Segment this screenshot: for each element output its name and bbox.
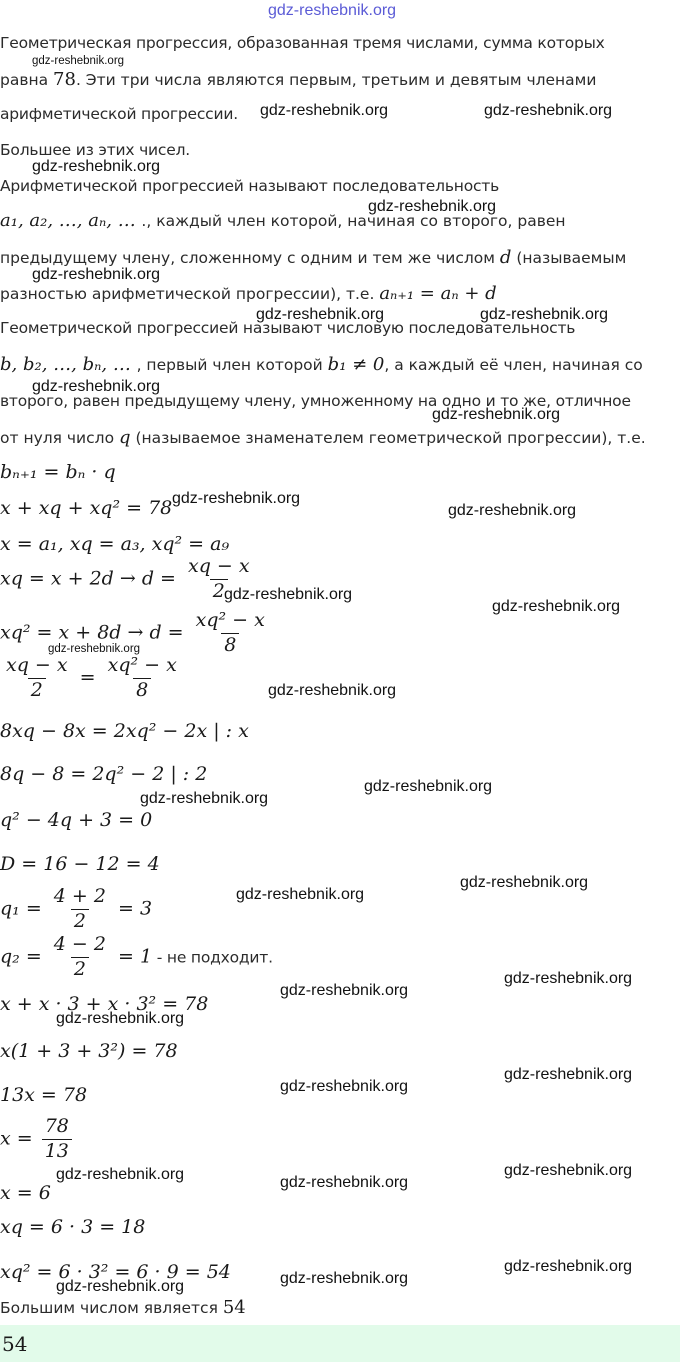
watermark[interactable]: gdz-reshebnik.org xyxy=(368,198,497,215)
watermark[interactable]: gdz-reshebnik.org xyxy=(140,790,269,807)
watermark[interactable]: gdz-reshebnik.org xyxy=(260,102,389,119)
watermark[interactable]: gdz-reshebnik.org xyxy=(504,1162,633,1179)
equation-x-fraction: x = $\frac{78}{13}$ xyxy=(0,1116,75,1163)
geom-definition-intro: Геометрической прогрессией называют числовую последовательность xyxy=(0,319,576,337)
watermark[interactable]: gdz-reshebnik.org xyxy=(256,306,385,323)
watermark[interactable]: gdz-reshebnik.org xyxy=(32,55,125,67)
equation-equal-d: $\frac{xq - x}{2}$ = $\frac{\text{xq² − x}}{8}$ xyxy=(0,655,183,702)
watermark[interactable]: gdz-reshebnik.org xyxy=(504,970,633,987)
fraction: $\frac{xq - x}{2}$ xyxy=(188,555,250,602)
answer-value: 54 xyxy=(2,1332,28,1356)
watermark[interactable]: gdz-reshebnik.org xyxy=(484,102,613,119)
watermark[interactable]: gdz-reshebnik.org xyxy=(48,643,141,655)
watermark[interactable]: gdz-reshebnik.org xyxy=(268,682,397,699)
watermark[interactable]: gdz-reshebnik.org xyxy=(280,1270,409,1287)
geom-formula: bₙ₊₁ = bₙ · q xyxy=(0,461,116,483)
equation-d-from-a3: xq = x + 2d → d = $\frac{xq - x}{2}$ xyxy=(0,556,256,603)
equation-d-from-a9: xq² = x + 8d → d = $\frac{\text{xq² − x}}{8}$ xyxy=(0,610,271,657)
watermark[interactable]: gdz-reshebnik.org xyxy=(56,1166,185,1183)
task-line-3: арифметической прогрессии. xyxy=(0,105,238,123)
arith-definition-line-3: предыдущему члену, сложенному с одним и тем же числом d (называемым xyxy=(0,247,627,268)
watermark[interactable]: gdz-reshebnik.org xyxy=(280,1174,409,1191)
geom-definition-line-2: b, b₂, …, bₙ, … , первый член которой b₁ ≠ 0, а каждый её член, начиная со xyxy=(0,354,643,375)
geom-definition-line-3: второго, равен предыдущему члену, умноженному на одно и то же, отличное xyxy=(0,392,631,410)
watermark[interactable]: gdz-reshebnik.org xyxy=(448,502,577,519)
fraction: $\frac{4 - 2}{2}$ xyxy=(53,933,106,980)
fraction: $\frac{4 + 2}{2}$ xyxy=(53,885,106,932)
watermark[interactable]: gdz-reshebnik.org xyxy=(172,490,301,507)
watermark[interactable]: gdz-reshebnik.org xyxy=(432,406,561,423)
watermark[interactable]: gdz-reshebnik.org xyxy=(56,1278,185,1295)
fraction: $\frac{xq - x}{2}$ xyxy=(6,654,68,701)
watermark[interactable]: gdz-reshebnik.org xyxy=(32,158,161,175)
watermark[interactable]: gdz-reshebnik.org xyxy=(492,598,621,615)
watermark[interactable]: gdz-reshebnik.org xyxy=(280,982,409,999)
arith-definition-line-4: разностью арифметической прогрессии), т.е. aₙ₊₁ = aₙ + d xyxy=(0,283,497,304)
fraction: $\frac{\text{xq² − x}}{8}$ xyxy=(195,609,265,656)
watermark[interactable]: gdz-reshebnik.org xyxy=(236,886,365,903)
equation-factored: x(1 + 3 + 3²) = 78 xyxy=(0,1040,178,1062)
equation-members: x = a₁, xq = a₃, xq² = a₉ xyxy=(0,533,230,555)
watermark[interactable]: gdz-reshebnik.org xyxy=(32,266,161,283)
watermark[interactable]: gdz-reshebnik.org xyxy=(504,1066,633,1083)
watermark[interactable]: gdz-reshebnik.org xyxy=(480,306,609,323)
fraction: $\frac{\text{xq² − x}}{8}$ xyxy=(107,654,177,701)
equation-simplified: 8q − 8 = 2q² − 2 | : 2 xyxy=(0,763,208,785)
watermark[interactable]: gdz-reshebnik.org xyxy=(364,778,493,795)
equation-quadratic: q² − 4q + 3 = 0 xyxy=(0,809,153,831)
watermark[interactable]: gdz-reshebnik.org xyxy=(504,1258,633,1275)
equation-third-number: xq² = 6 · 3² = 6 · 9 = 54 xyxy=(0,1261,231,1283)
geom-definition-line-4: от нуля число q (называемое знаменателем геометрической прогрессии), т.е. xyxy=(0,427,646,448)
equation-root-1: q₁ = $\frac{4 + 2}{2}$ = 3 xyxy=(0,885,153,932)
equation-second-number: xq = 6 · 3 = 18 xyxy=(0,1216,146,1238)
watermark[interactable]: gdz-reshebnik.org xyxy=(56,1010,185,1027)
watermark[interactable]: gdz-reshebnik.org xyxy=(280,1078,409,1095)
task-line-1: Геометрическая прогрессия, образованная тремя числами, сумма которых xyxy=(0,34,605,52)
equation-root-2: q₂ = $\frac{4 - 2}{2}$ = 1 - не подходит. xyxy=(0,933,273,980)
conclusion: Большим числом является 54 xyxy=(0,1297,246,1318)
equation-x-value: x = 6 xyxy=(0,1182,51,1204)
arith-definition-line-2: a₁, a₂, …, aₙ, … ., каждый член которой, начиная со второго, равен xyxy=(0,210,566,231)
equation-substituted: x + x · 3 + x · 3² = 78 xyxy=(0,993,209,1015)
arith-definition-intro: Арифметической прогрессией называют последовательность xyxy=(0,177,500,195)
watermark[interactable]: gdz-reshebnik.org xyxy=(224,586,353,603)
watermark[interactable]: gdz-reshebnik.org xyxy=(460,874,589,891)
top-watermark[interactable]: gdz-reshebnik.org xyxy=(268,2,397,19)
equation-linear: 13x = 78 xyxy=(0,1084,88,1106)
task-line-2: равна 78. Эти три числа являются первым, третьим и девятым членами xyxy=(0,69,597,90)
equation-expanded: 8xq − 8x = 2xq² − 2x | : x xyxy=(0,720,249,742)
equation-discriminant: D = 16 − 12 = 4 xyxy=(0,853,160,875)
watermark[interactable]: gdz-reshebnik.org xyxy=(32,378,161,395)
answer-box xyxy=(0,1325,680,1362)
task-line-4: Большее из этих чисел. xyxy=(0,141,191,159)
equation-sum: x + xq + xq² = 78 xyxy=(0,497,173,519)
fraction: $\frac{78}{13}$ xyxy=(42,1116,72,1163)
